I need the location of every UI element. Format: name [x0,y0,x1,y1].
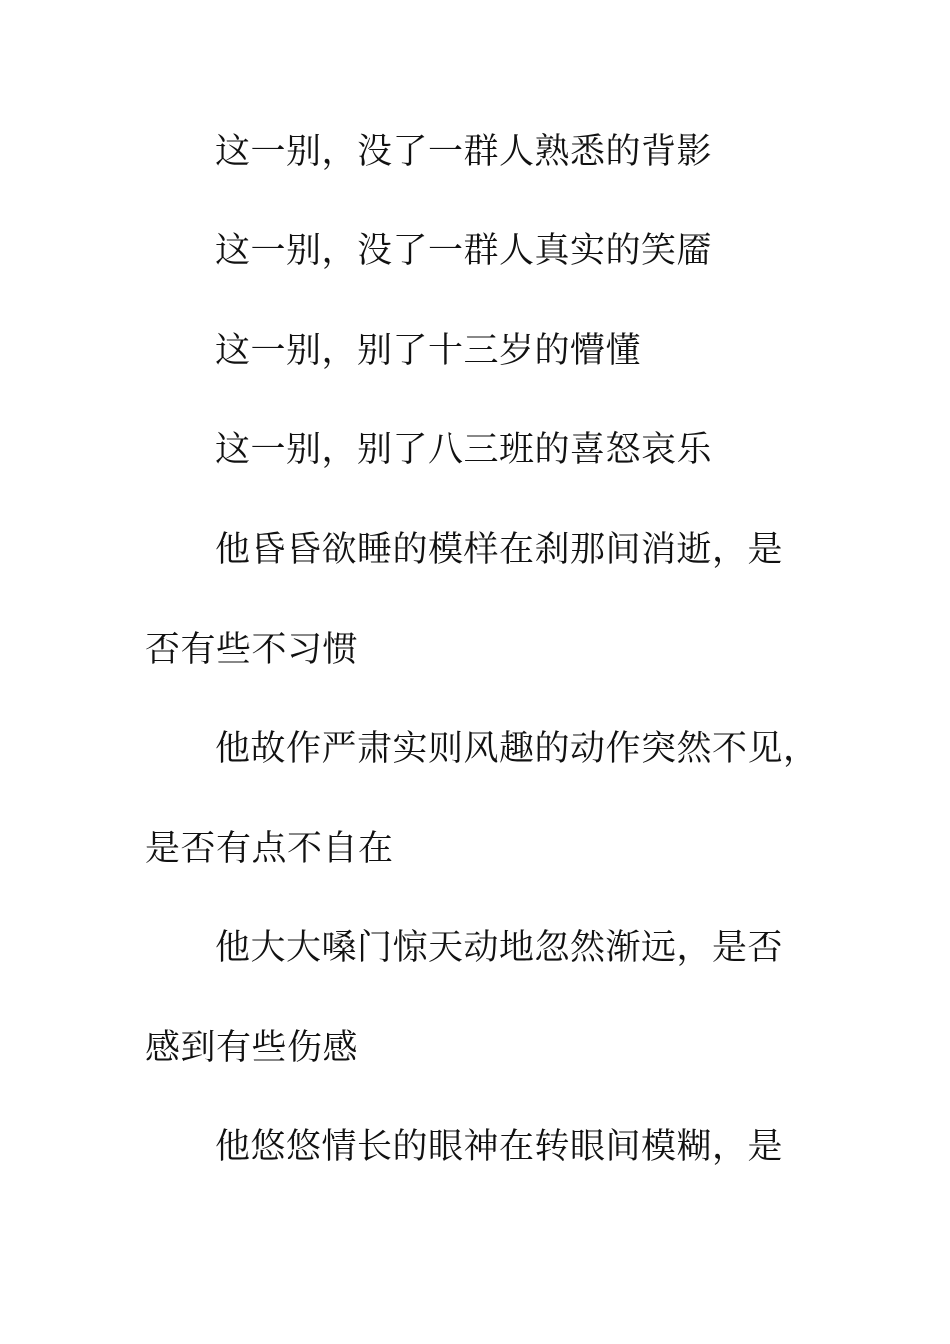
text-line-4: 这一别，别了八三班的喜怒哀乐 [215,430,713,470]
text-line-8: 是否有点不自在 [145,829,394,869]
text-line-3: 这一别，别了十三岁的懵懂 [215,331,642,371]
text-line-6: 否有些不习惯 [145,630,359,670]
text-line-1: 这一别，没了一群人熟悉的背影 [215,132,713,172]
text-line-11: 他悠悠情长的眼神在转眼间模糊，是 [215,1127,784,1167]
text-line-9: 他大大嗓门惊天动地忽然渐远，是否 [215,928,784,968]
text-line-10: 感到有些伤感 [145,1028,359,1068]
text-line-7: 他故作严肃实则风趣的动作突然不见， [215,729,819,769]
text-line-2: 这一别，没了一群人真实的笑靥 [215,231,713,271]
text-line-5: 他昏昏欲睡的模样在刹那间消逝，是 [215,530,784,570]
